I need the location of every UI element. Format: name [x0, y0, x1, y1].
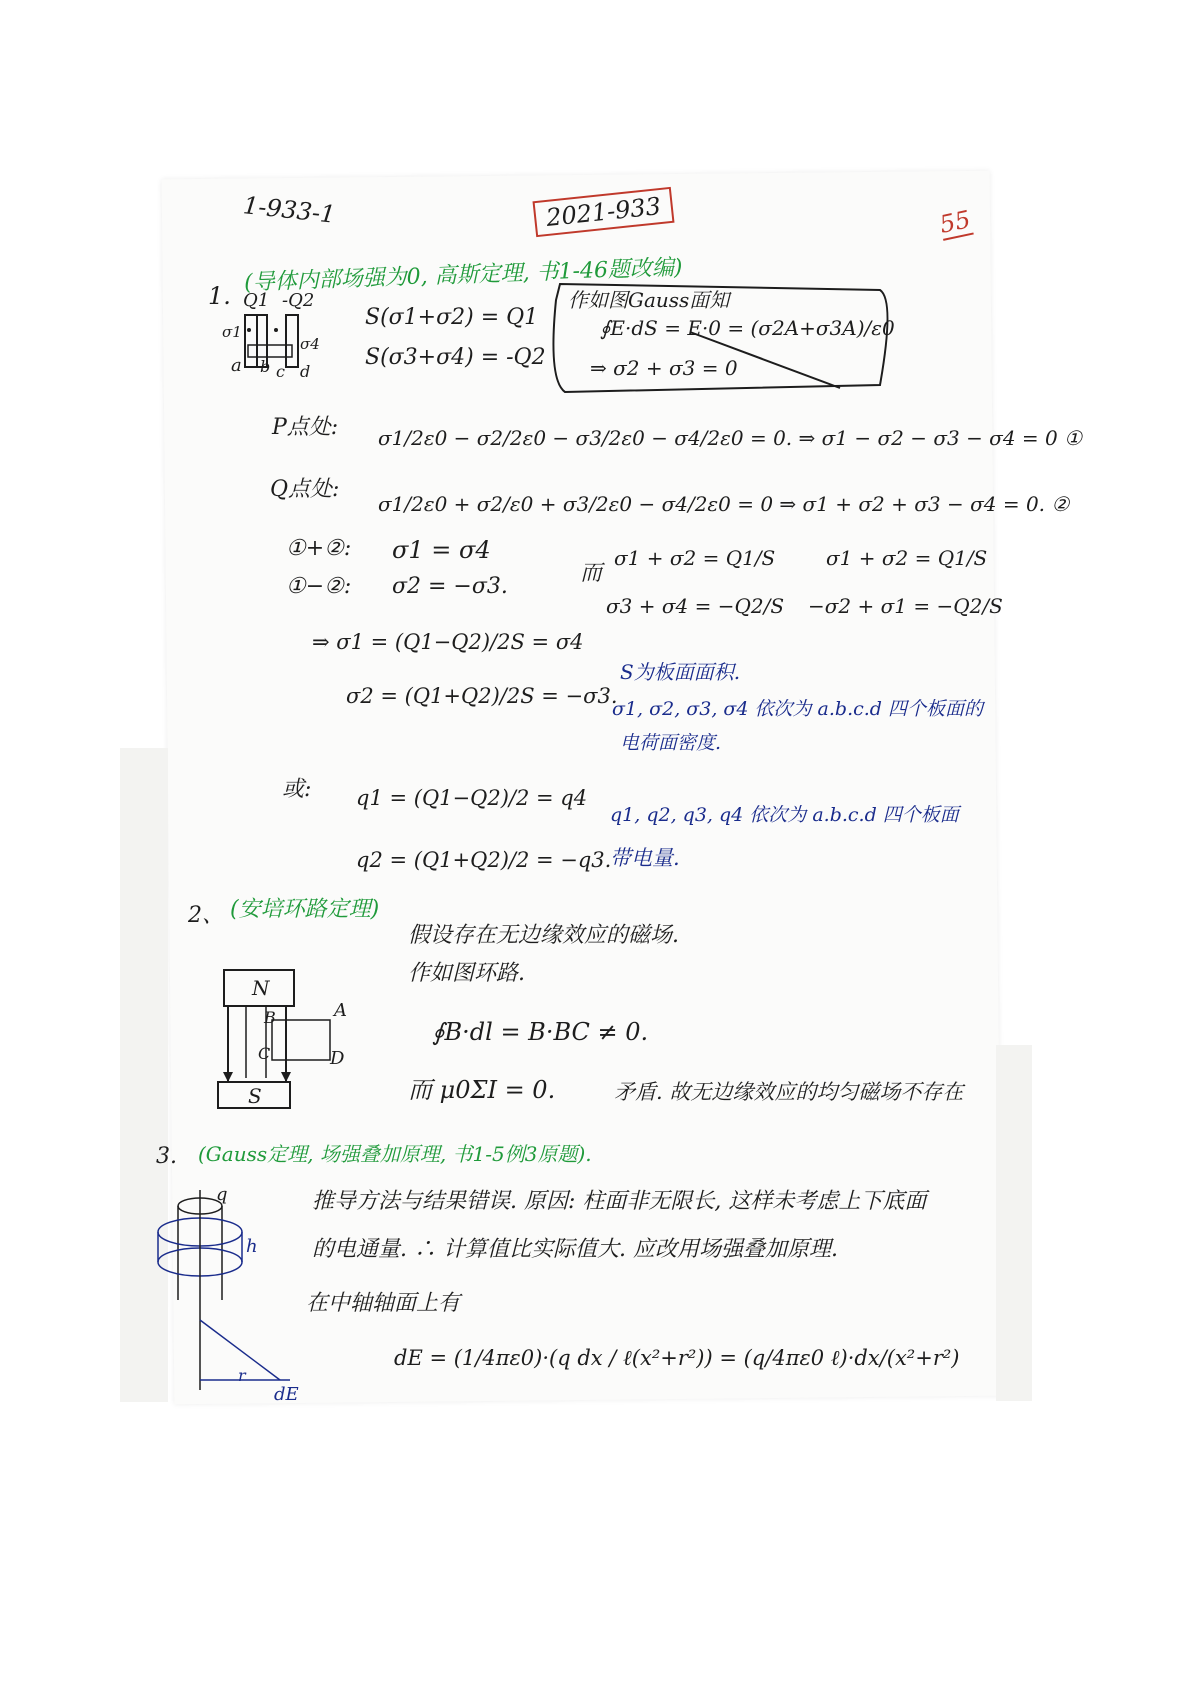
q-result-2: q2 = (Q1+Q2)/2 = −q3.: [356, 848, 612, 872]
p-label: P点处:: [272, 415, 339, 440]
result-sigma2: σ2 = (Q1+Q2)/2S = −σ3.: [346, 684, 618, 708]
q3-line2: 的电通量. ∴ 计算值比实际值大. 应改用场强叠加原理.: [312, 1237, 838, 1262]
note-sigma-1: σ1, σ2, σ3, σ4 依次为 a.b.c.d 四个板面的: [612, 698, 984, 720]
q1-topic: (导体内部场强为0, 高斯定理, 书1-46题改编): [243, 255, 683, 296]
diff-label: ①−②:: [286, 574, 352, 599]
label-b: b: [260, 357, 271, 376]
label-sigma1: σ1: [222, 323, 242, 341]
q-equation: σ1/2ε0 + σ2/ε0 + σ3/2ε0 − σ4/2ε0 = 0 ⇒ σ1 + σ2 + σ3 − σ4 = 0. ②: [378, 492, 1070, 516]
result-sigma1: ⇒ σ1 = (Q1−Q2)/2S = σ4: [312, 630, 584, 654]
label-a: a: [231, 355, 242, 376]
sum-label: ①+②:: [286, 536, 352, 561]
label-B: B: [264, 1008, 276, 1027]
label-h: h: [246, 1236, 258, 1257]
system2-b: −σ2 + σ1 = −Q2/S: [808, 594, 1003, 618]
label-c: c: [276, 362, 285, 381]
label-r: r: [238, 1366, 246, 1385]
label-N: N: [252, 976, 270, 1000]
label-Q2: -Q2: [282, 290, 315, 311]
q2-line2: 作如图环路.: [408, 961, 525, 986]
q2-eq2: 而 μ0ΣI = 0.: [408, 1076, 556, 1104]
or-label: 或:: [282, 777, 312, 802]
q-label: Q点处:: [270, 477, 340, 502]
note-area: S为板面面积.: [620, 660, 741, 684]
q2-number: 2、: [188, 903, 224, 928]
label-sigma4: σ4: [300, 335, 320, 353]
system1-b: σ3 + σ4 = −Q2/S: [606, 594, 785, 618]
system1-a: σ1 + σ2 = Q1/S: [614, 546, 776, 570]
q1-number: 1.: [208, 282, 231, 310]
gauss-eq2: ⇒ σ2 + σ3 = 0: [590, 356, 738, 380]
sum-equation: σ1 = σ4: [392, 536, 491, 564]
gauss-eq1: ∮E·dS = E·0 = (σ2A+σ3A)/ε0: [600, 316, 895, 340]
gauss-title: 作如图Gauss面知: [568, 288, 730, 312]
diff-equation: σ2 = −σ3.: [392, 574, 508, 599]
q2-eq1: ∮B·dl = B·BC ≠ 0.: [432, 1018, 649, 1046]
label-D: D: [330, 1048, 345, 1069]
label-S: S: [248, 1084, 262, 1108]
label-Q1: Q1: [243, 290, 270, 311]
q3-topic: (Gauss定理, 场强叠加原理, 书1-5例3原题).: [198, 1142, 592, 1166]
system2-a: σ1 + σ2 = Q1/S: [826, 546, 988, 570]
q3-equation: dE = (1/4πε0)·(q dx / ℓ(x²+r²)) = (q/4πε0 ℓ)·dx/(x²+r²): [394, 1346, 960, 1370]
q3-number: 3.: [156, 1144, 177, 1169]
label-d: d: [300, 362, 311, 381]
q2-line1: 假设存在无边缘效应的磁场.: [408, 923, 679, 948]
q3-line3: 在中轴轴面上有: [306, 1291, 461, 1316]
boxed-title: 2021-933: [532, 187, 674, 237]
q2-topic: (安培环路定理): [230, 897, 380, 922]
label-dE: dE: [274, 1384, 299, 1405]
q3-line1: 推导方法与结果错误. 原因: 柱面非无限长, 这样未考虑上下底面: [312, 1189, 927, 1214]
and-label: 而: [580, 561, 603, 586]
q-result-1: q1 = (Q1−Q2)/2 = q4: [356, 786, 588, 810]
note-q-2: 带电量.: [610, 846, 680, 870]
eq-s1: S(σ1+σ2) = Q1: [365, 305, 539, 330]
q2-conclusion: 矛盾. 故无边缘效应的均匀磁场不存在: [614, 1080, 964, 1104]
label-C: C: [258, 1044, 271, 1063]
p-equation: σ1/2ε0 − σ2/2ε0 − σ3/2ε0 − σ4/2ε0 = 0. ⇒ σ1 − σ2 − σ3 − σ4 = 0 ①: [378, 426, 1083, 450]
label-q: q: [216, 1184, 228, 1205]
eq-s2: S(σ3+σ4) = -Q2: [365, 345, 546, 370]
page-code: 1-933-1: [241, 191, 337, 229]
note-q-1: q1, q2, q3, q4 依次为 a.b.c.d 四个板面: [610, 804, 959, 826]
label-A: A: [334, 1000, 347, 1021]
page-number: 55: [937, 205, 973, 239]
note-sigma-2: 电荷面密度.: [620, 732, 722, 754]
